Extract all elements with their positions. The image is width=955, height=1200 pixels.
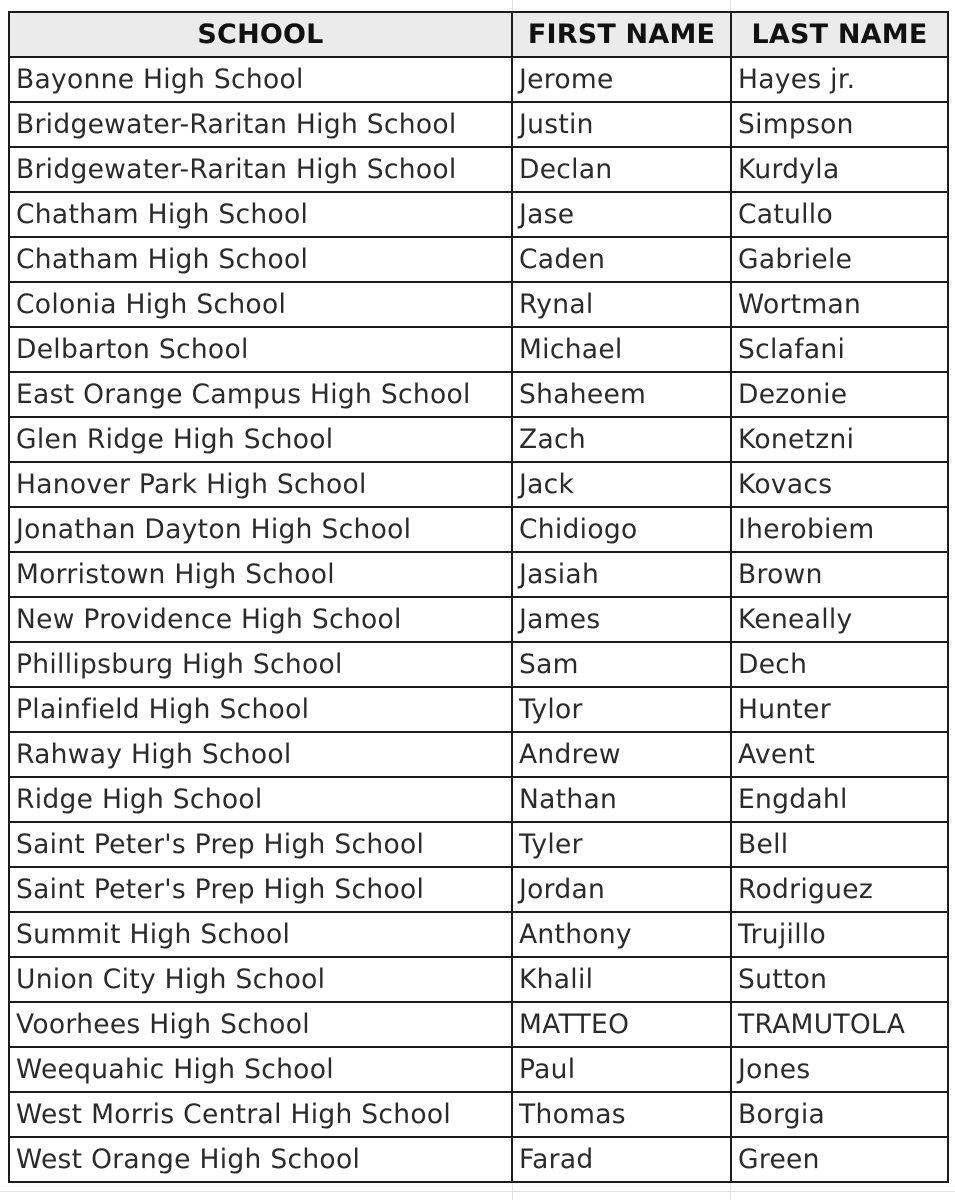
cell-school[interactable]: Summit High School	[9, 912, 512, 957]
table-row	[9, 1047, 948, 1092]
cell-first-name[interactable]: Jordan	[512, 867, 731, 912]
table-row	[9, 777, 948, 822]
roster-table	[8, 11, 949, 1183]
cell-first-name[interactable]: Thomas	[512, 1092, 731, 1137]
table-row	[9, 642, 948, 687]
cell-last-name[interactable]: TRAMUTOLA	[731, 1002, 948, 1047]
cell-last-name[interactable]: Catullo	[731, 192, 948, 237]
cell-last-name[interactable]: Konetzni	[731, 417, 948, 462]
cell-first-name[interactable]: Zach	[512, 417, 731, 462]
cell-last-name[interactable]: Borgia	[731, 1092, 948, 1137]
table-row	[9, 822, 948, 867]
cell-school[interactable]: West Orange High School	[9, 1137, 512, 1182]
cell-first-name[interactable]: Nathan	[512, 777, 731, 822]
cell-first-name[interactable]: Jerome	[512, 57, 731, 102]
cell-last-name[interactable]: Kurdyla	[731, 147, 948, 192]
table-row	[9, 732, 948, 777]
cell-first-name[interactable]: Anthony	[512, 912, 731, 957]
cell-school[interactable]: Saint Peter's Prep High School	[9, 822, 512, 867]
cell-last-name[interactable]: Avent	[731, 732, 948, 777]
cell-school[interactable]: Bridgewater-Raritan High School	[9, 102, 512, 147]
cell-school[interactable]: Rahway High School	[9, 732, 512, 777]
cell-school[interactable]: Hanover Park High School	[9, 462, 512, 507]
cell-first-name[interactable]: Khalil	[512, 957, 731, 1002]
cell-first-name[interactable]: MATTEO	[512, 1002, 731, 1047]
table-row	[9, 147, 948, 192]
header-row	[9, 12, 948, 57]
cell-first-name[interactable]: Justin	[512, 102, 731, 147]
cell-last-name[interactable]: Engdahl	[731, 777, 948, 822]
cell-school[interactable]: Bridgewater-Raritan High School	[9, 147, 512, 192]
cell-school[interactable]: Plainfield High School	[9, 687, 512, 732]
table-row	[9, 957, 948, 1002]
header-first-name[interactable]: FIRST NAME	[512, 12, 731, 57]
cell-last-name[interactable]: Brown	[731, 552, 948, 597]
cell-school[interactable]: Colonia High School	[9, 282, 512, 327]
cell-first-name[interactable]: Jase	[512, 192, 731, 237]
cell-first-name[interactable]: Michael	[512, 327, 731, 372]
cell-school[interactable]: Jonathan Dayton High School	[9, 507, 512, 552]
cell-first-name[interactable]: Declan	[512, 147, 731, 192]
cell-last-name[interactable]: Gabriele	[731, 237, 948, 282]
cell-last-name[interactable]: Hunter	[731, 687, 948, 732]
cell-first-name[interactable]: Andrew	[512, 732, 731, 777]
cell-first-name[interactable]: Rynal	[512, 282, 731, 327]
cell-last-name[interactable]: Iherobiem	[731, 507, 948, 552]
cell-last-name[interactable]: Kovacs	[731, 462, 948, 507]
cell-first-name[interactable]: Jasiah	[512, 552, 731, 597]
cell-first-name[interactable]: Caden	[512, 237, 731, 282]
cell-school[interactable]: Weequahic High School	[9, 1047, 512, 1092]
cell-school[interactable]: Chatham High School	[9, 192, 512, 237]
cell-first-name[interactable]: Sam	[512, 642, 731, 687]
header-last-name[interactable]: LAST NAME	[731, 12, 948, 57]
cell-last-name[interactable]: Hayes jr.	[731, 57, 948, 102]
cell-last-name[interactable]: Green	[731, 1137, 948, 1182]
cell-school[interactable]: Delbarton School	[9, 327, 512, 372]
table-row	[9, 102, 948, 147]
table-row	[9, 192, 948, 237]
table-row	[9, 282, 948, 327]
cell-last-name[interactable]: Keneally	[731, 597, 948, 642]
cell-first-name[interactable]: Jack	[512, 462, 731, 507]
cell-school[interactable]: Bayonne High School	[9, 57, 512, 102]
cell-first-name[interactable]: Farad	[512, 1137, 731, 1182]
cell-last-name[interactable]: Bell	[731, 822, 948, 867]
cell-school[interactable]: East Orange Campus High School	[9, 372, 512, 417]
table-row	[9, 552, 948, 597]
cell-last-name[interactable]: Trujillo	[731, 912, 948, 957]
cell-last-name[interactable]: Dech	[731, 642, 948, 687]
cell-last-name[interactable]: Simpson	[731, 102, 948, 147]
cell-first-name[interactable]: Shaheem	[512, 372, 731, 417]
table-row	[9, 237, 948, 282]
table-row	[9, 372, 948, 417]
table-row	[9, 417, 948, 462]
cell-first-name[interactable]: Paul	[512, 1047, 731, 1092]
cell-school[interactable]: West Morris Central High School	[9, 1092, 512, 1137]
cell-school[interactable]: Chatham High School	[9, 237, 512, 282]
cell-school[interactable]: Phillipsburg High School	[9, 642, 512, 687]
header-school[interactable]: SCHOOL	[9, 12, 512, 57]
cell-last-name[interactable]: Dezonie	[731, 372, 948, 417]
table-row	[9, 867, 948, 912]
table-row	[9, 1002, 948, 1047]
table-row	[9, 57, 948, 102]
cell-school[interactable]: Ridge High School	[9, 777, 512, 822]
cell-school[interactable]: Glen Ridge High School	[9, 417, 512, 462]
cell-last-name[interactable]: Rodriguez	[731, 867, 948, 912]
cell-first-name[interactable]: James	[512, 597, 731, 642]
table-row	[9, 687, 948, 732]
table-body	[9, 57, 948, 1182]
cell-last-name[interactable]: Sutton	[731, 957, 948, 1002]
table-row	[9, 507, 948, 552]
cell-last-name[interactable]: Wortman	[731, 282, 948, 327]
table-row	[9, 1137, 948, 1182]
cell-first-name[interactable]: Tyler	[512, 822, 731, 867]
table-row	[9, 597, 948, 642]
cell-school[interactable]: Saint Peter's Prep High School	[9, 867, 512, 912]
cell-school[interactable]: Voorhees High School	[9, 1002, 512, 1047]
gridline	[0, 1191, 955, 1192]
cell-last-name[interactable]: Jones	[731, 1047, 948, 1092]
cell-school[interactable]: Morristown High School	[9, 552, 512, 597]
table-row	[9, 1092, 948, 1137]
cell-first-name[interactable]: Chidiogo	[512, 507, 731, 552]
cell-first-name[interactable]: Tylor	[512, 687, 731, 732]
table-row	[9, 327, 948, 372]
cell-last-name[interactable]: Sclafani	[731, 327, 948, 372]
cell-school[interactable]: New Providence High School	[9, 597, 512, 642]
table-row	[9, 462, 948, 507]
table-row	[9, 912, 948, 957]
cell-school[interactable]: Union City High School	[9, 957, 512, 1002]
